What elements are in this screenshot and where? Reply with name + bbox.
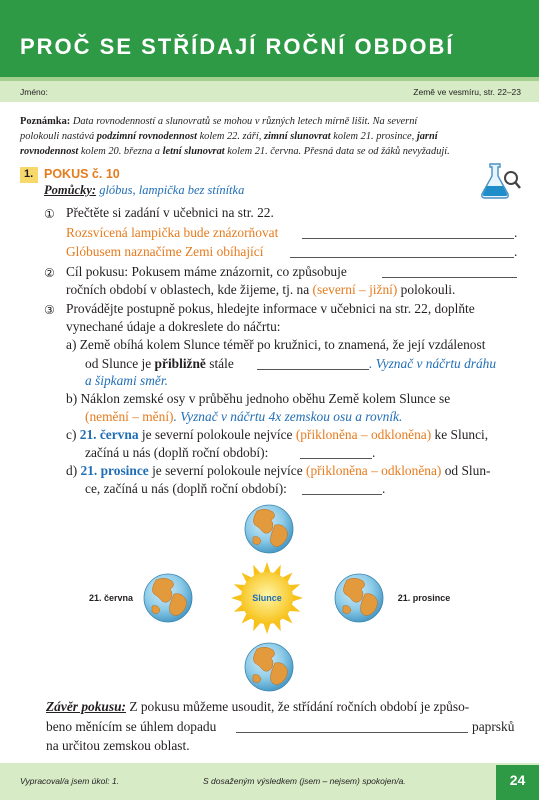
globe-icon [335,574,383,622]
page-number: 24 [496,765,539,800]
footer-task-status: Vypracoval/a jsem úkol: 1. [20,776,120,786]
blank-globe[interactable] [290,257,514,258]
step1-marker: ① [44,207,55,221]
task-title: POKUS č. 10 [44,167,120,181]
page-title: PROČ SE STŘÍDAJÍ ROČNÍ OBDOBÍ [20,34,455,59]
step2-marker: ② [44,266,55,280]
item-a-instruction-2: a šipkami směr. [85,373,168,388]
december-label: 21. prosince [397,593,451,603]
step1-text: Přečtěte si zadání v učebnici na str. 22. [66,205,274,220]
globe-icon [245,505,293,553]
item-b-text: b) Náklon zemské osy v průběhu jednoho oběhu Země kolem Slunce se [66,391,451,406]
name-label: Jméno: [20,87,48,97]
blank-season-december[interactable] [302,494,382,495]
item-a-text-2: od Slunce je přibližně stále [85,356,234,371]
blank-lamp[interactable] [302,238,514,239]
item-a-instruction: . Vyznač v náčrtu dráhu [369,356,497,371]
item-d-text: d) 21. prosince je severní polokoule nejvíce (přikloněna – odkloněna) od Slun- [66,463,491,478]
item-d-text-2: ce, začíná u nás (doplň roční období): [85,481,287,496]
item-a-text: a) Země obíhá kolem Slunce téměř po kružnici, to znamená, že její vzdálenost [66,337,486,352]
blank-angle[interactable] [236,732,468,733]
globe-icon [144,574,192,622]
step1-globe-text: Glóbusem naznačíme Zemi obíhající [66,244,264,259]
item-b-text-2: (nemění – mění). Vyznač v náčrtu 4x zemskou osu a rovník. [85,409,403,424]
step3-text-2: vynechané údaje a dokreslete do náčrtu: [66,319,281,334]
conclusion-line-1: Závěr pokusu: Z pokusu můžeme usoudit, že střídání ročních období je způso- [46,699,470,714]
blank-distance[interactable] [257,369,369,370]
blank-cause[interactable] [382,277,517,278]
orbit-diagram [0,500,539,695]
tools-line: Pomůcky: glóbus, lampička bez stínítka [44,183,245,197]
source-reference: Země ve vesmíru, str. 22–23 [413,87,521,97]
footer-satisfaction: S dosaženým výsledkem (jsem – nejsem) spokojen/a. [203,776,406,786]
conclusion-rays: paprsků [472,719,515,734]
blank-season-june[interactable] [300,458,372,459]
step3-text: Provádějte postupně pokus, hledejte informace v učebnici na str. 22, doplňte [66,301,475,316]
flask-magnifier-icon [478,160,522,202]
conclusion-line-2: beno měnícím se úhlem dopadu [46,719,217,734]
step1-lamp-text: Rozsvícená lampička bude znázorňovat [66,225,279,240]
item-c-text: c) 21. června je severní polokoule nejvíce (přikloněna – odkloněna) ke Slunci, [66,427,489,442]
june-label: 21. června [88,593,134,603]
conclusion-line-3: na určitou zemskou oblast. [46,738,190,753]
globe-icon [245,643,293,691]
step2-text: Cíl pokusu: Pokusem máme znázornit, co způsobuje [66,264,347,279]
step3-marker: ③ [44,303,55,317]
sun-label: Slunce [252,593,282,603]
task-number: 1. [24,168,34,180]
step2-text-2: ročních období v oblastech, kde žijeme, tj. na (severní – jižní) polokouli. [66,282,456,297]
item-c-text-2: začíná u nás (doplň roční období): [85,445,269,460]
note-paragraph: Poznámka: Data rovnodenností a slunovratů se mohou v různých letech mírně lišit. Na severní polokouli nastává podzimní rovnodennost kolem 22. září, zimní slunovrat kolem 21. prosince, jarní rovnodennost kolem 20. března a letní slunovrat kolem 21. června. Přesná data se od žáků nevyžadují. [20,116,450,157]
